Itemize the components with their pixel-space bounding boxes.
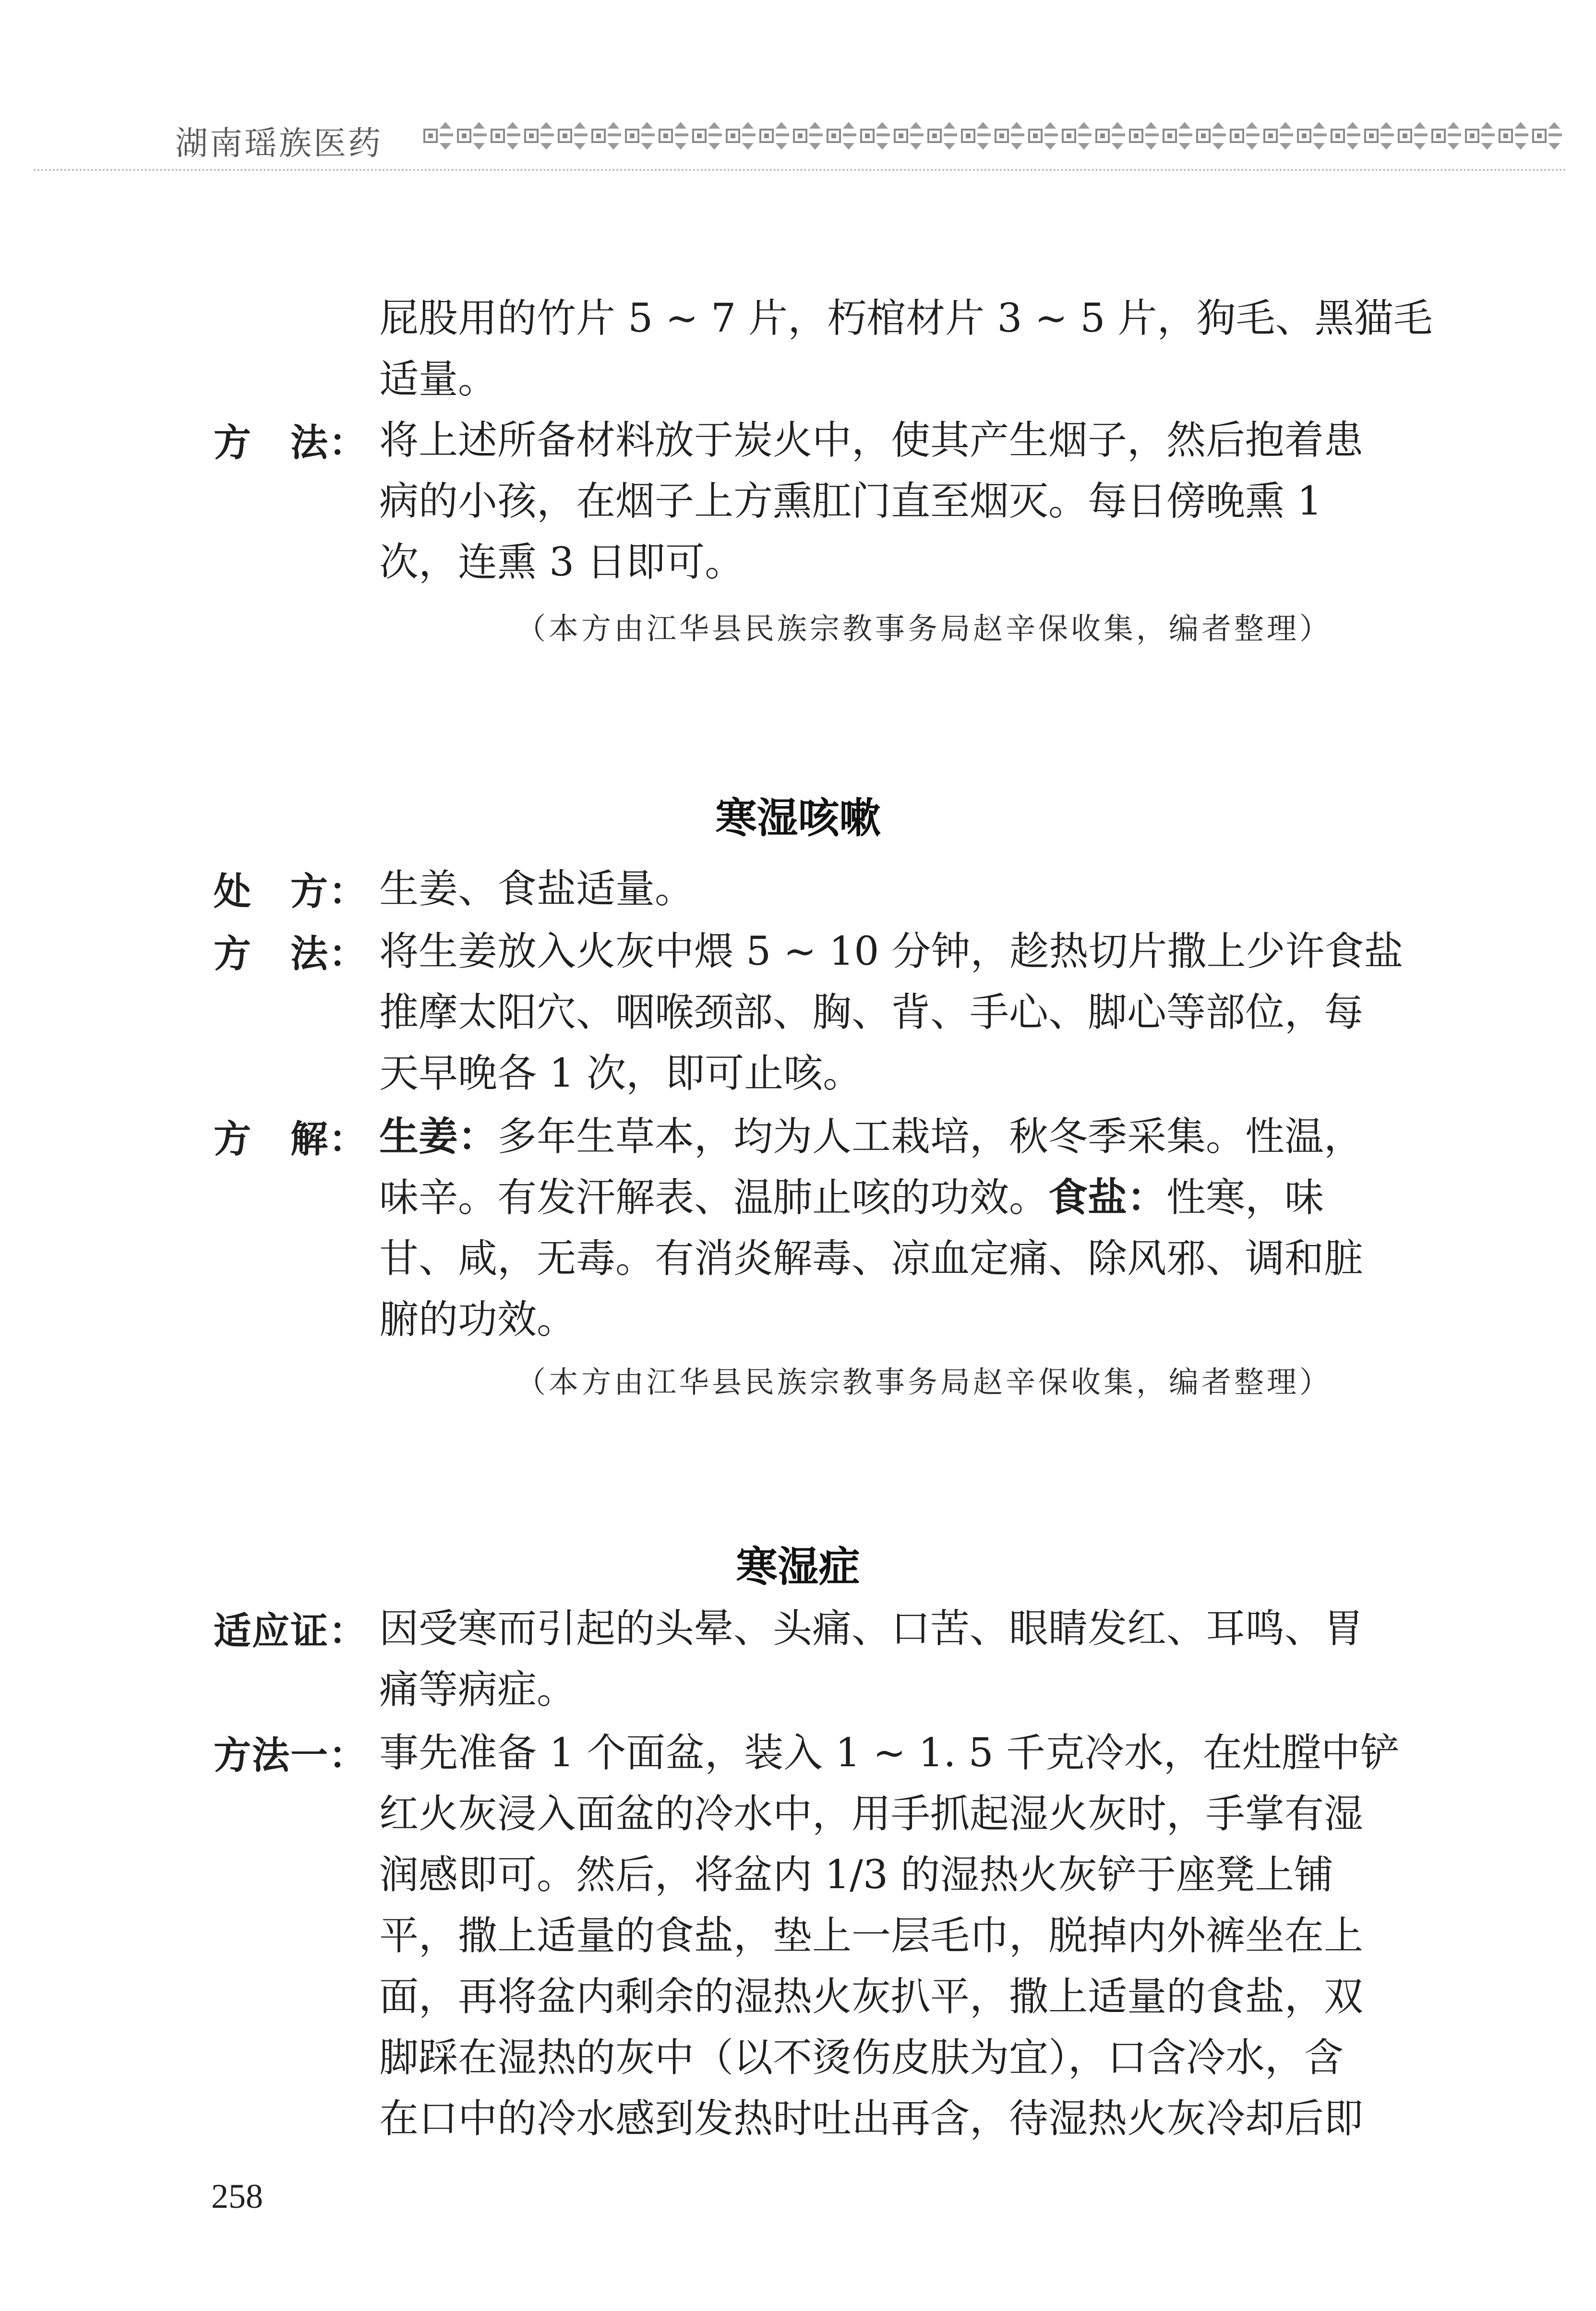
section-title: 寒湿咳嗽 xyxy=(715,794,881,842)
method-label: 方 法： xyxy=(214,421,368,465)
explanation-line-1 xyxy=(379,1106,1363,1167)
term-ginger: 生姜： xyxy=(379,1114,498,1160)
indication-line-2: 痛等病症。 xyxy=(379,1667,576,1712)
explanation-label: 方 解： xyxy=(214,1118,368,1161)
method-label: 方 法： xyxy=(214,933,368,976)
running-header-title: 湖南瑶族医药 xyxy=(175,125,383,163)
method-line-1: 将上述所备材料放于炭火中，使其产生烟子，然后抱着患 xyxy=(379,418,1364,463)
method-one-line-1: 事先准备 1 个面盆，装入 1 ~ 1. 5 千克冷水，在灶膛中铲 xyxy=(379,1730,1400,1776)
indication-label: 适应证： xyxy=(214,1610,368,1653)
method-one-line-6: 脚踩在湿热的灰中（以不烫伤皮肤为宜），口含冷水，含 xyxy=(379,2035,1344,2081)
decorative-header-band xyxy=(422,119,1565,153)
method-one-line-7: 在口中的冷水感到发热时吐出再含，待湿热火灰冷却后即 xyxy=(379,2096,1364,2142)
method-line-2: 推摩太阳穴、咽喉颈部、胸、背、手心、脚心等部位，每 xyxy=(379,990,1364,1035)
prescription-label: 处 方： xyxy=(214,870,368,913)
explanation-line-4: 腑的功效。 xyxy=(379,1297,576,1342)
page-number: 258 xyxy=(211,2177,263,2215)
header-divider xyxy=(34,169,1567,171)
source-note: （本方由江华县民族宗教事务局赵辛保收集，编者整理） xyxy=(516,1365,1332,1400)
continued-line-1: 屁股用的竹片 5 ~ 7 片，朽棺材片 3 ~ 5 片，狗毛、黑猫毛 xyxy=(379,296,1433,341)
explanation-text: 性寒，味 xyxy=(1166,1175,1324,1221)
method-line-3: 天早晚各 1 次，即可止咳。 xyxy=(379,1051,863,1096)
method-one-label: 方法一： xyxy=(214,1734,368,1777)
explanation-line-3: 甘、咸，无毒。有消炎解毒、凉血定痛、除风邪、调和脏 xyxy=(379,1236,1364,1281)
indication-line-1: 因受寒而引起的头晕、头痛、口苦、眼睛发红、耳鸣、胃 xyxy=(379,1606,1364,1652)
source-note: （本方由江华县民族宗教事务局赵辛保收集，编者整理） xyxy=(516,611,1332,646)
term-salt: 食盐： xyxy=(1048,1175,1167,1221)
method-one-line-3: 润感即可。然后，将盆内 1/3 的湿热火灰铲于座凳上铺 xyxy=(379,1852,1334,1898)
explanation-line-2 xyxy=(379,1167,1324,1228)
explanation-text: 多年生草本，均为人工栽培，秋冬季采集。性温， xyxy=(497,1114,1364,1160)
continued-line-2: 适量。 xyxy=(379,357,498,402)
prescription-text: 生姜、食盐适量。 xyxy=(379,866,695,912)
method-one-line-2: 红火灰浸入面盆的冷水中，用手抓起湿火灰时，手掌有湿 xyxy=(379,1791,1364,1837)
section-title: 寒湿症 xyxy=(736,1543,860,1591)
method-line-3: 次，连熏 3 日即可。 xyxy=(379,539,744,585)
method-line-1: 将生姜放入火灰中煨 5 ~ 10 分钟，趁热切片撒上少许食盐 xyxy=(379,929,1404,974)
method-one-line-5: 面，再将盆内剩余的湿热火灰扒平，撒上适量的食盐，双 xyxy=(379,1974,1364,2020)
method-one-line-4: 平，撒上适量的食盐，垫上一层毛巾，脱掉内外裤坐在上 xyxy=(379,1913,1364,1959)
method-line-2: 病的小孩，在烟子上方熏肛门直至烟灭。每日傍晚熏 1 xyxy=(379,479,1322,524)
explanation-text: 味辛。有发汗解表、温肺止咳的功效。 xyxy=(379,1175,1049,1221)
